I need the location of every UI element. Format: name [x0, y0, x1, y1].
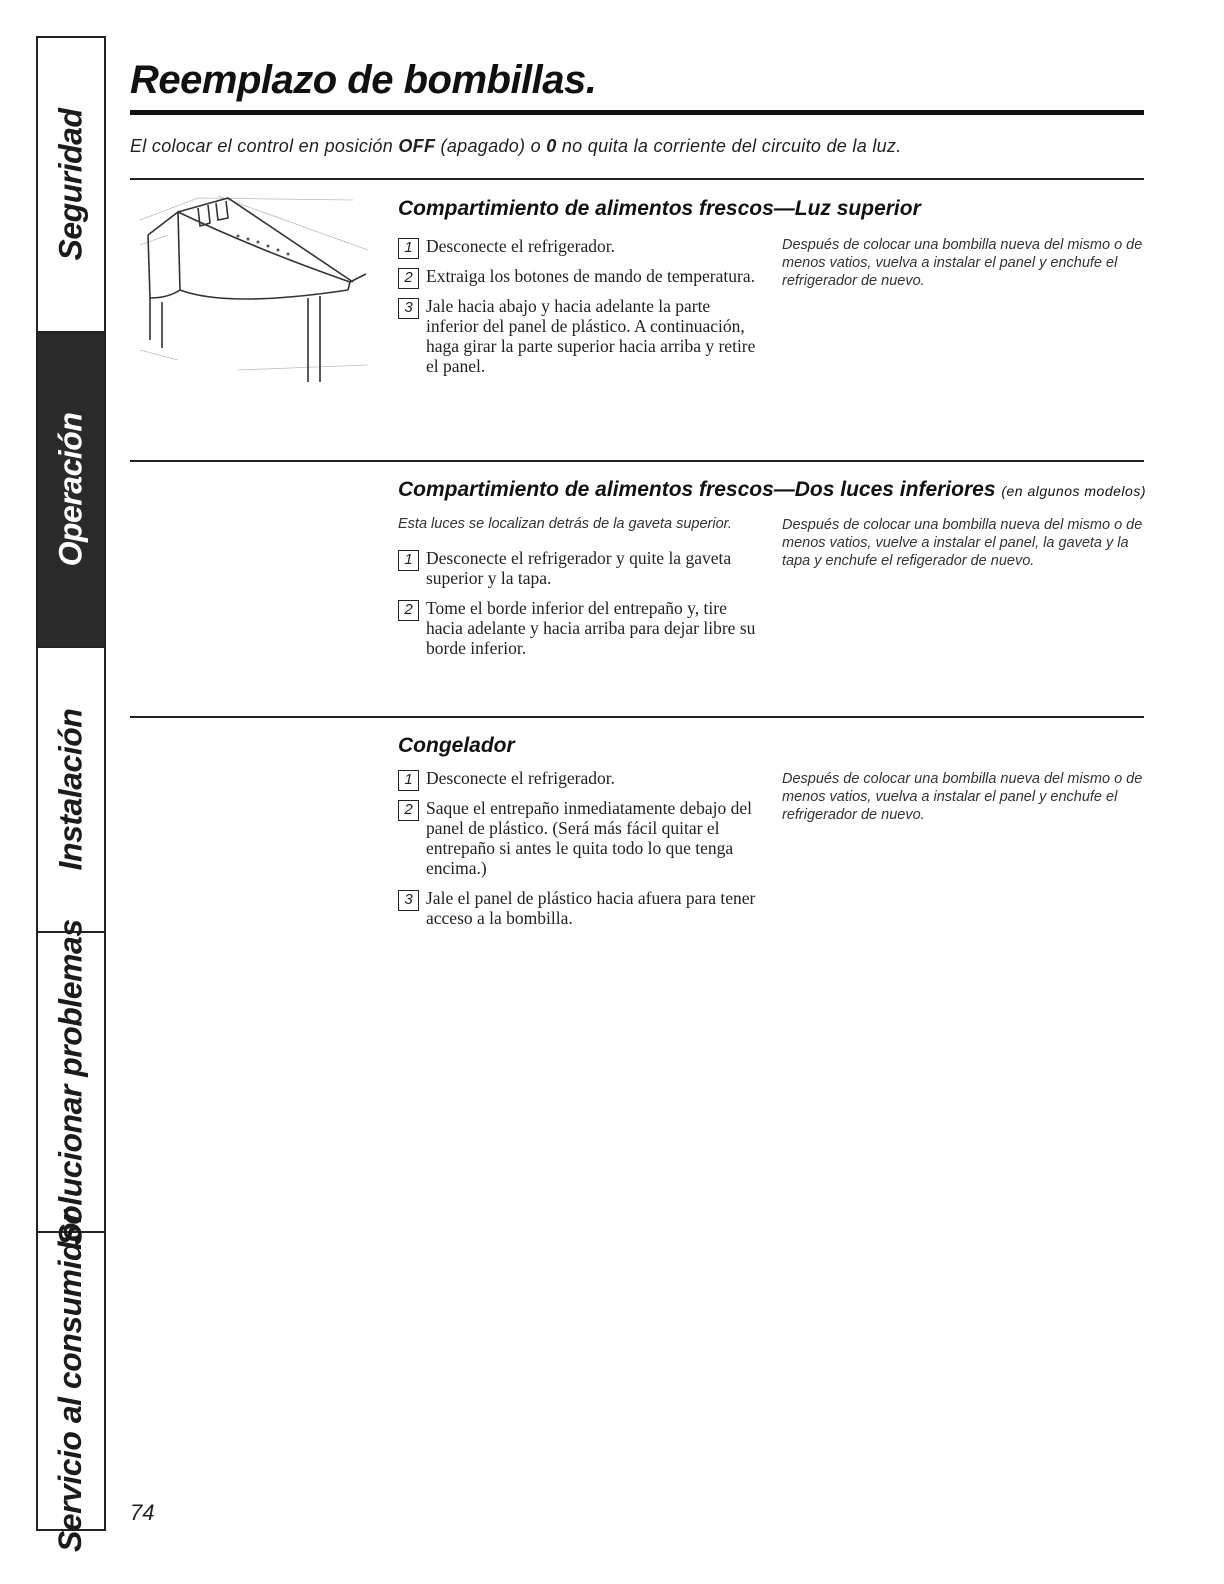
tab-label: Solucionar problemas [52, 918, 89, 1246]
tab-label: Seguridad [52, 108, 89, 261]
step-number: 2 [398, 600, 419, 621]
step-number: 3 [398, 298, 419, 319]
section-note: Después de colocar una bombilla nueva del mismo o de menos vatios, vuelva a instalar el panel y enchufe el refrigerador de nuevo. [782, 771, 1143, 823]
step-text: Desconecte el refrigerador. [426, 236, 615, 256]
tab-label: Instalación [52, 708, 89, 871]
step-number: 2 [398, 800, 419, 821]
step-text: Tome el borde inferior del entrepaño y, tire hacia adelante y hacia arriba para dejar libre su borde inferior. [426, 598, 756, 658]
list-item [398, 266, 758, 286]
section-tabs [36, 36, 106, 1552]
list-item [398, 548, 758, 588]
steps-list [398, 236, 758, 386]
list-item [398, 598, 758, 658]
tab-operacion[interactable] [38, 333, 104, 648]
title-rule [130, 110, 1144, 115]
section-heading: Compartimiento de alimentos frescos—Dos luces inferiores (en algunos modelos) [398, 478, 1146, 501]
list-item [398, 236, 758, 256]
tab-servicio-al-consumidor[interactable] [38, 1210, 104, 1552]
tab-seguridad[interactable] [38, 38, 104, 333]
list-item [398, 888, 758, 928]
list-item [398, 768, 758, 788]
section-heading: Compartimiento de alimentos frescos—Luz superior [398, 197, 921, 220]
refrigerator-light-panel-illustration [138, 190, 370, 382]
page-number: 74 [130, 1500, 155, 1525]
section-divider [130, 716, 1144, 718]
step-number: 1 [398, 770, 419, 791]
step-number: 2 [398, 268, 419, 289]
step-text: Desconecte el refrigerador. [426, 768, 615, 788]
steps-list [398, 768, 758, 938]
section-note: Después de colocar una bombilla nueva del mismo o de menos vatios, vuelve a instalar el panel, la gaveta y la tapa y enchufe el refigerador de nuevo. [782, 517, 1143, 569]
step-text: Jale el panel de plástico hacia afuera para tener acceso a la bombilla. [426, 888, 756, 928]
step-text: Saque el entrepaño inmediatamente debajo del panel de plástico. (Será más fácil quitar el entrepaño si antes le quita todo lo que tenga encima.) [426, 798, 753, 878]
step-number: 1 [398, 238, 419, 259]
steps-list [398, 548, 758, 668]
warning-text: El colocar el control en posición OFF (apagado) o 0 no quita la corriente del circuito de la luz. [130, 136, 902, 156]
tab-label: Servicio al consumidor [52, 1210, 89, 1552]
section-subnote: Esta luces se localizan detrás de la gaveta superior. [398, 516, 732, 532]
section-divider [130, 460, 1144, 462]
section-note: Después de colocar una bombilla nueva del mismo o de menos vatios, vuelva a instalar el panel y enchufe el refrigerador de nuevo. [782, 237, 1143, 289]
tab-label: Operación [52, 412, 89, 567]
list-item [398, 798, 758, 878]
tab-instalacion[interactable] [38, 648, 104, 933]
step-number: 1 [398, 550, 419, 571]
step-text: Jale hacia abajo y hacia adelante la parte inferior del panel de plástico. A continuación, haga girar la parte superior hacia arriba y retire el panel. [426, 296, 756, 376]
page-title: Reemplazo de bombillas. [130, 58, 597, 102]
section-divider [130, 178, 1144, 180]
step-text: Extraiga los botones de mando de temperatura. [426, 266, 755, 286]
tab-solucionar-problemas[interactable] [38, 918, 104, 1246]
step-text: Desconecte el refrigerador y quite la gaveta superior y la tapa. [426, 548, 732, 588]
section-heading: Congelador [398, 734, 515, 757]
step-number: 3 [398, 890, 419, 911]
list-item [398, 296, 758, 376]
